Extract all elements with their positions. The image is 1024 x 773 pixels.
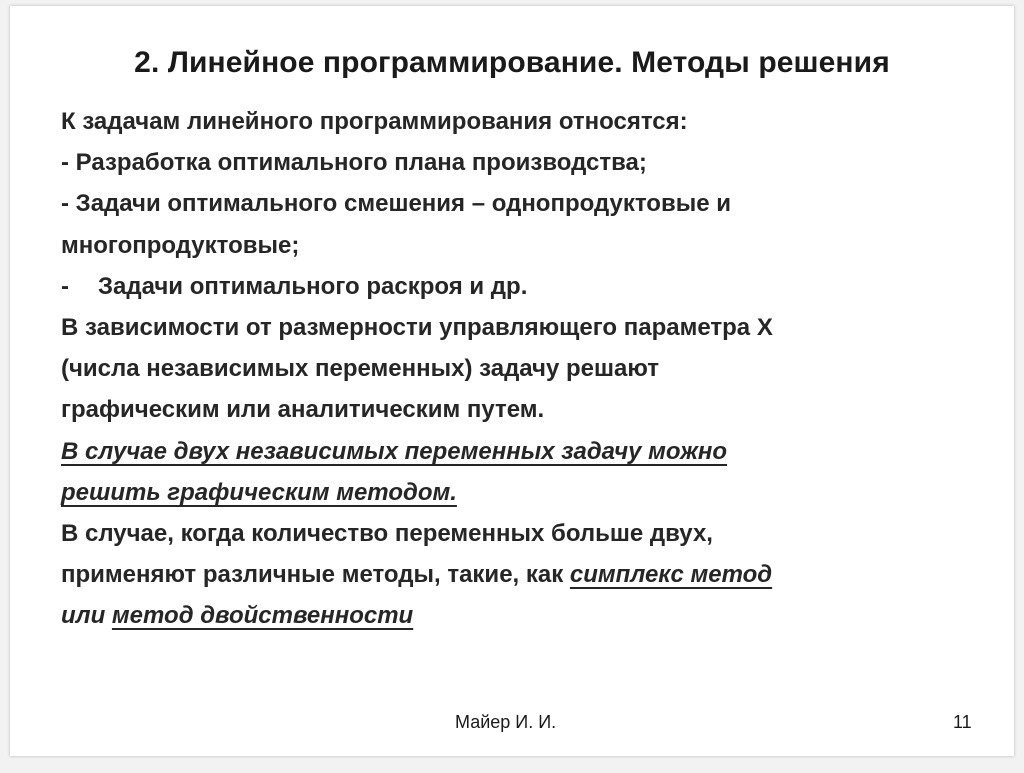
emphasis-graphic-1: В случае двух независимых переменных задачу можно <box>61 437 728 465</box>
footer-author: Майер И. И. <box>455 712 557 732</box>
body-line-bullet-2-cont: многопродуктовые; <box>61 231 300 259</box>
slide <box>10 6 1014 756</box>
body-line-dimension-1: В зависимости от размерности управляющего параметра X <box>61 314 773 342</box>
multi-2-text: применяют различные методы, такие, как <box>61 561 570 589</box>
emphasis-simplex-method: симплекс метод <box>569 561 773 589</box>
body-line-dimension-3: графическим или аналитическим путем. <box>61 396 545 424</box>
bullet-dash: - <box>61 272 69 300</box>
body-line-graphic-2 <box>61 472 981 513</box>
body-line-graphic-1 <box>61 431 981 472</box>
body-line-intro: К задачам линейного программирования относятся: <box>61 108 688 135</box>
body-line-bullet-3 <box>61 266 981 307</box>
body-line-multi-3 <box>61 595 981 636</box>
body-line-multi-2 <box>61 554 981 595</box>
emphasis-duality-method: метод двойственности <box>111 602 414 630</box>
body-line-multi-1: В случае, когда количество переменных больше двух, <box>61 520 713 548</box>
slide-title: 2. Линейное программирование. Методы решения <box>134 46 890 79</box>
slide-body <box>61 101 981 637</box>
multi-3-or: или <box>61 602 106 630</box>
page-number: 11 <box>953 712 972 732</box>
body-line-dimension-2: (числа независимых переменных) задачу решают <box>61 355 660 383</box>
body-line-bullet-2: - Задачи оптимального смешения – однопродуктовые и <box>61 190 731 218</box>
bullet-3-text: Задачи оптимального раскроя и др. <box>98 272 528 300</box>
body-line-bullet-1: - Разработка оптимального плана производства; <box>61 149 647 177</box>
emphasis-graphic-2: решить графическим методом. <box>61 478 457 506</box>
